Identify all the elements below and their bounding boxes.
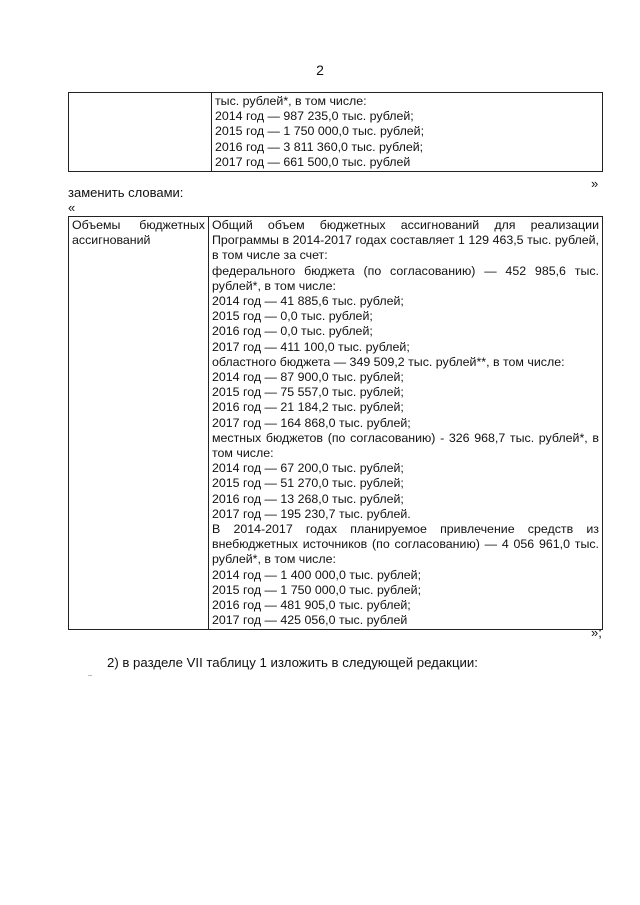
budget-label: Объемы бюджетных ассигнований — [72, 218, 205, 248]
regional-line: 2014 год — 87 900,0 тыс. рублей; — [212, 370, 404, 385]
regional-line: 2017 год — 164 868,0 тыс. рублей; — [212, 415, 411, 430]
extrabudgetary-line: 2017 год — 425 056,0 тыс. рублей — [212, 613, 408, 628]
federal-line: 2014 год — 41 885,6 тыс. рублей; — [212, 294, 404, 309]
extrabudgetary-line: 2015 год — 1 750 000,0 тыс. рублей; — [212, 582, 422, 597]
section-item-text: 2) в разделе VII таблицу 1 изложить в следующей редакции: — [107, 655, 478, 670]
previous-line: тыс. рублей*, в том числе: — [215, 94, 367, 108]
previous-line: 2014 год — 987 235,0 тыс. рублей; — [215, 109, 414, 124]
scan-speck — [88, 675, 92, 676]
regional-line: 2015 год — 75 557,0 тыс. рублей; — [212, 385, 404, 400]
extrabudgetary-head: В 2014-2017 годах планируемое привлечение средств из внебюджетных источников (по согласованию) — 4 056 961,0 тыс. рублей*, в том числе: — [212, 522, 599, 567]
replace-words-text: заменить словами: — [68, 185, 184, 200]
previous-line: 2015 год — 1 750 000,0 тыс. рублей; — [215, 124, 425, 139]
regional-budget-head: областного бюджета — 349 509,2 тыс. рублей**, в том числе: — [212, 354, 565, 369]
opening-quote: « — [68, 200, 76, 215]
closing-quote-semicolon: »; — [591, 625, 602, 640]
federal-budget-head: федерального бюджета (по согласованию) — 452 985,6 тыс. рублей*, в том числе: — [212, 263, 599, 293]
federal-line: 2017 год — 411 100,0 тыс. рублей; — [212, 339, 410, 354]
extrabudgetary-line: 2014 год — 1 400 000,0 тыс. рублей; — [212, 567, 422, 582]
page-number: 2 — [316, 62, 324, 78]
previous-line: 2016 год — 3 811 360,0 тыс. рублей; — [215, 139, 424, 154]
federal-line: 2016 год — 0,0 тыс. рублей; — [212, 324, 373, 339]
local-budget-head: местных бюджетов (по согласованию) - 326 968,7 тыс. рублей*, в том числе: — [212, 430, 599, 461]
new-text-table — [68, 216, 603, 630]
local-line: 2014 год — 67 200,0 тыс. рублей; — [212, 461, 404, 476]
extrabudgetary-line: 2016 год — 481 905,0 тыс. рублей; — [212, 598, 411, 613]
local-line: 2016 год — 13 268,0 тыс. рублей; — [212, 491, 404, 506]
total-volume-text: Общий объем бюджетных ассигнований для реализации Программы в 2014-2017 годах составляет 1 129 463,5 тыс. рублей, в том числе за счет: — [212, 218, 599, 263]
previous-label-cell — [69, 93, 212, 172]
previous-value-cell — [212, 93, 603, 172]
previous-text-table — [68, 92, 603, 172]
closing-quote: » — [591, 176, 599, 191]
federal-line: 2015 год — 0,0 тыс. рублей; — [212, 309, 373, 324]
budget-value-cell — [209, 217, 603, 630]
local-line: 2015 год — 51 270,0 тыс. рублей; — [212, 476, 404, 491]
budget-label-cell — [69, 217, 209, 630]
previous-line: 2017 год — 661 500,0 тыс. рублей — [215, 154, 411, 169]
regional-line: 2016 год — 21 184,2 тыс. рублей; — [212, 400, 404, 415]
local-line: 2017 год — 195 230,7 тыс. рублей. — [212, 506, 411, 521]
